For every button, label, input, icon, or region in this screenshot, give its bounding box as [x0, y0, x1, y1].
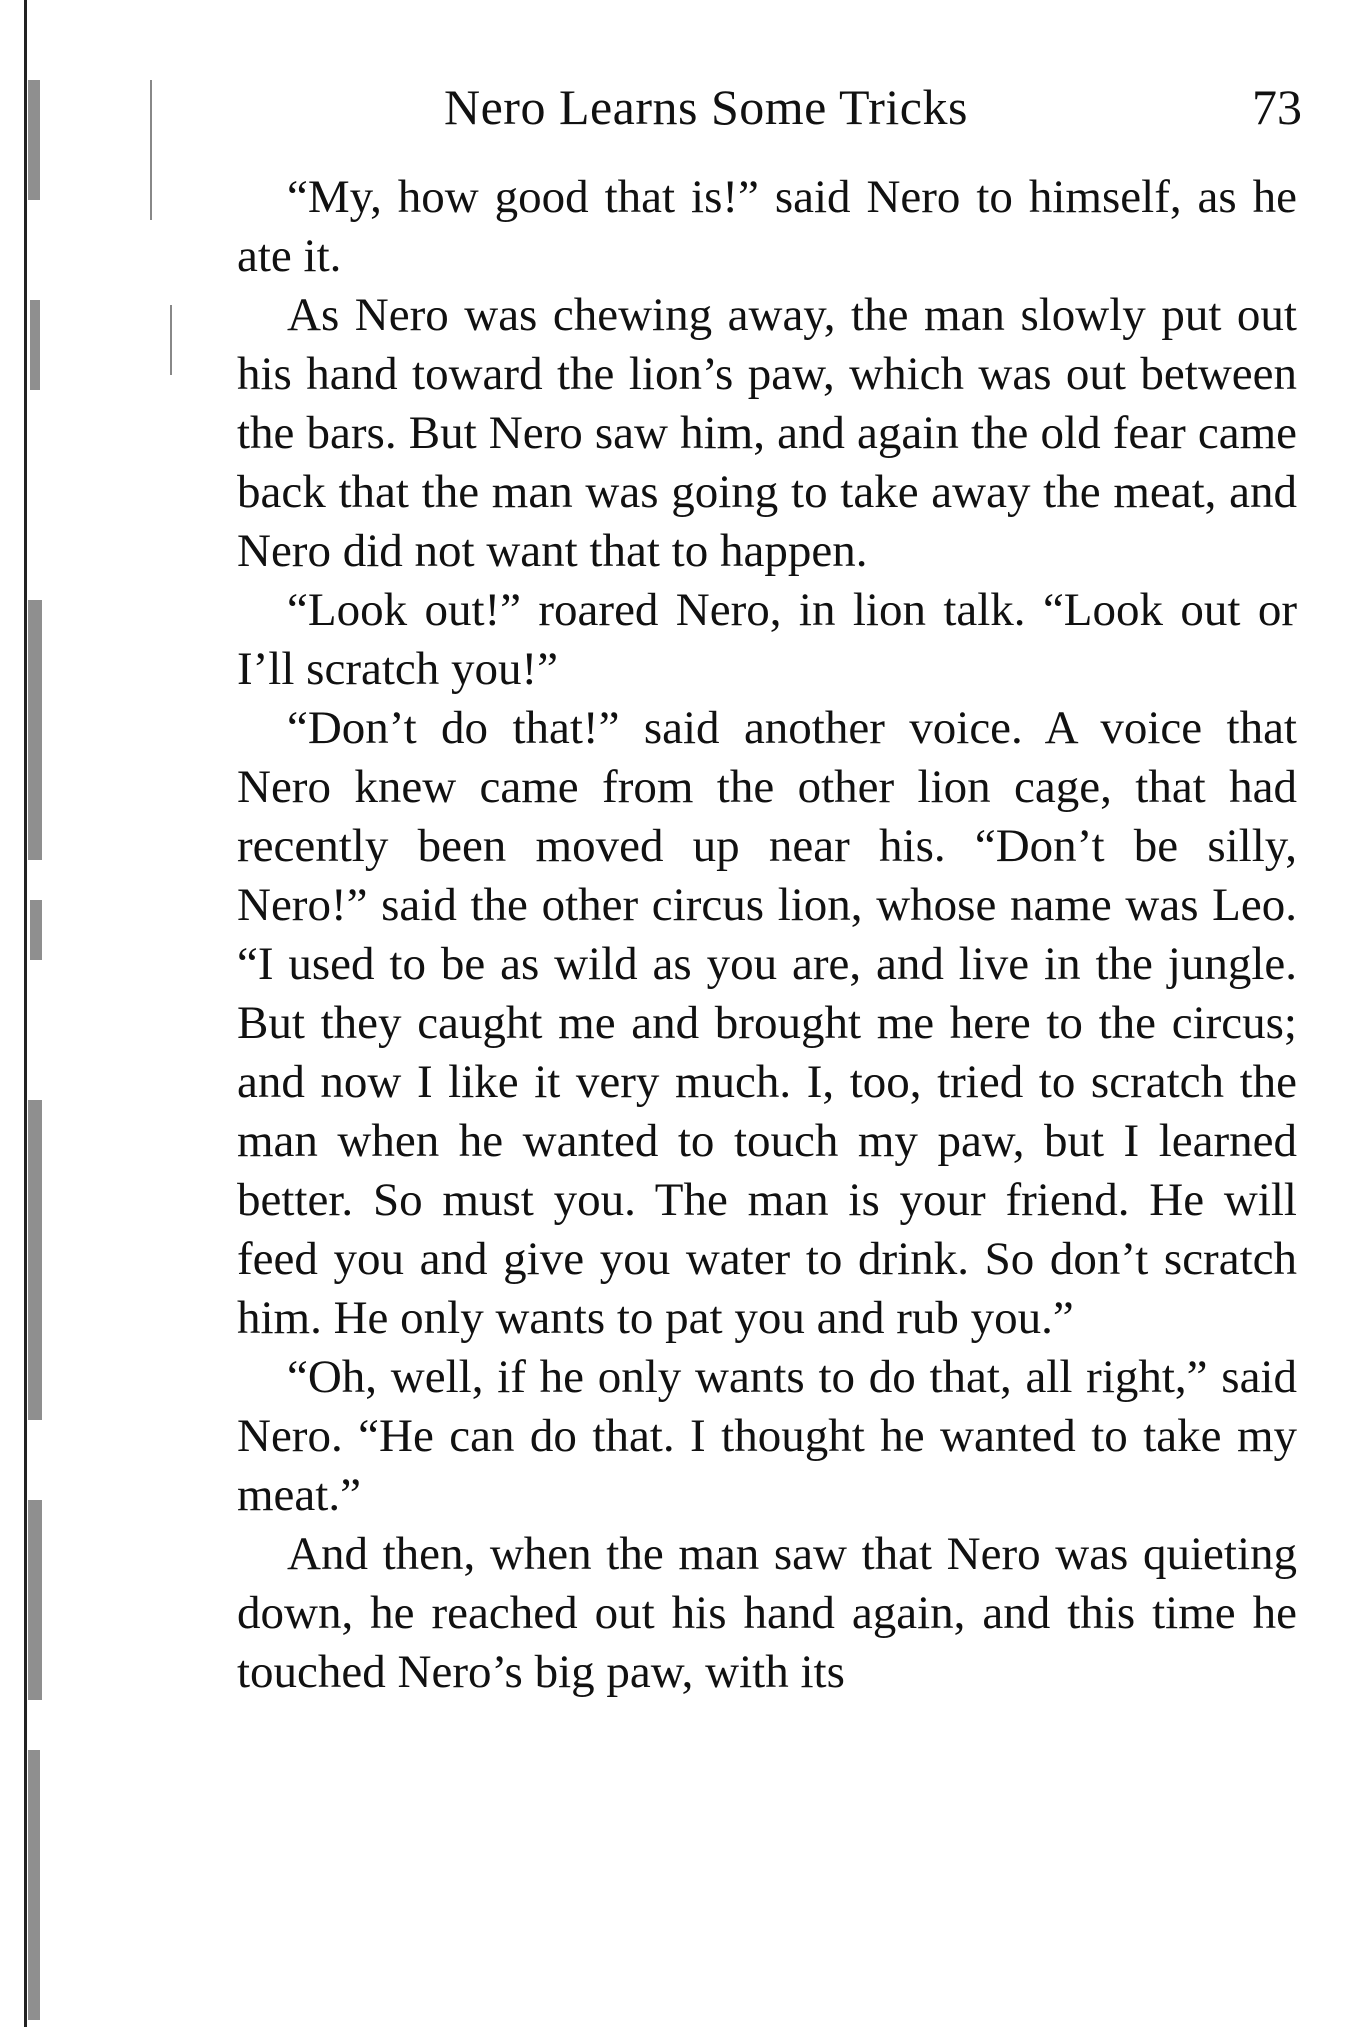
running-title: Nero Learns Some Tricks [444, 79, 968, 135]
scan-hairline [150, 80, 152, 220]
scan-noise [28, 1500, 42, 1700]
scan-noise [28, 600, 42, 860]
scan-noise [28, 1100, 42, 1420]
scan-noise [28, 1750, 40, 2020]
scan-hairline [170, 305, 172, 375]
paragraph: “My, how good that is!” said Nero to himself, as he ate it. [237, 171, 1297, 282]
scan-noise [30, 300, 40, 390]
page-number: 73 [1252, 79, 1302, 135]
paragraph: And then, when the man saw that Nero was quieting down, he reached out his hand again, and this time he touched Nero’s big paw, with its [237, 1528, 1297, 1698]
paragraph: “Don’t do that!” said another voice. A voice that Nero knew came from the other lion cage, that had recently been moved up near his. “Don’t be silly, Nero!” said the other circus lion, whose name was Leo. “I used to be as wild as you are, and live in the jungle. But they caught me and brought me here to the circus; and now I like it very much. I, too, tried to scratch the man when he wanted to touch my paw, but I learned better. So must you. The man is your friend. He will feed you and give you water to drink. So don’t scratch him. He only wants to pat you and rub you.” [237, 702, 1297, 1344]
scan-noise [28, 80, 40, 200]
binding-gutter [0, 0, 70, 2027]
scan-noise [30, 900, 42, 960]
paragraph: As Nero was chewing away, the man slowly put out his hand toward the lion’s paw, which was out between the bars. But Nero saw him, and again the old fear came back that the man was going to take away the meat, and Nero did not want that to happen. [237, 289, 1297, 577]
running-header [444, 78, 1304, 148]
paragraph: “Oh, well, if he only wants to do that, all right,” said Nero. “He can do that. I thought he wanted to take my meat.” [237, 1351, 1297, 1521]
body-text [237, 168, 1297, 1702]
paragraph: “Look out!” roared Nero, in lion talk. “Look out or I’ll scratch you!” [237, 584, 1297, 695]
binding-edge [24, 0, 27, 2027]
